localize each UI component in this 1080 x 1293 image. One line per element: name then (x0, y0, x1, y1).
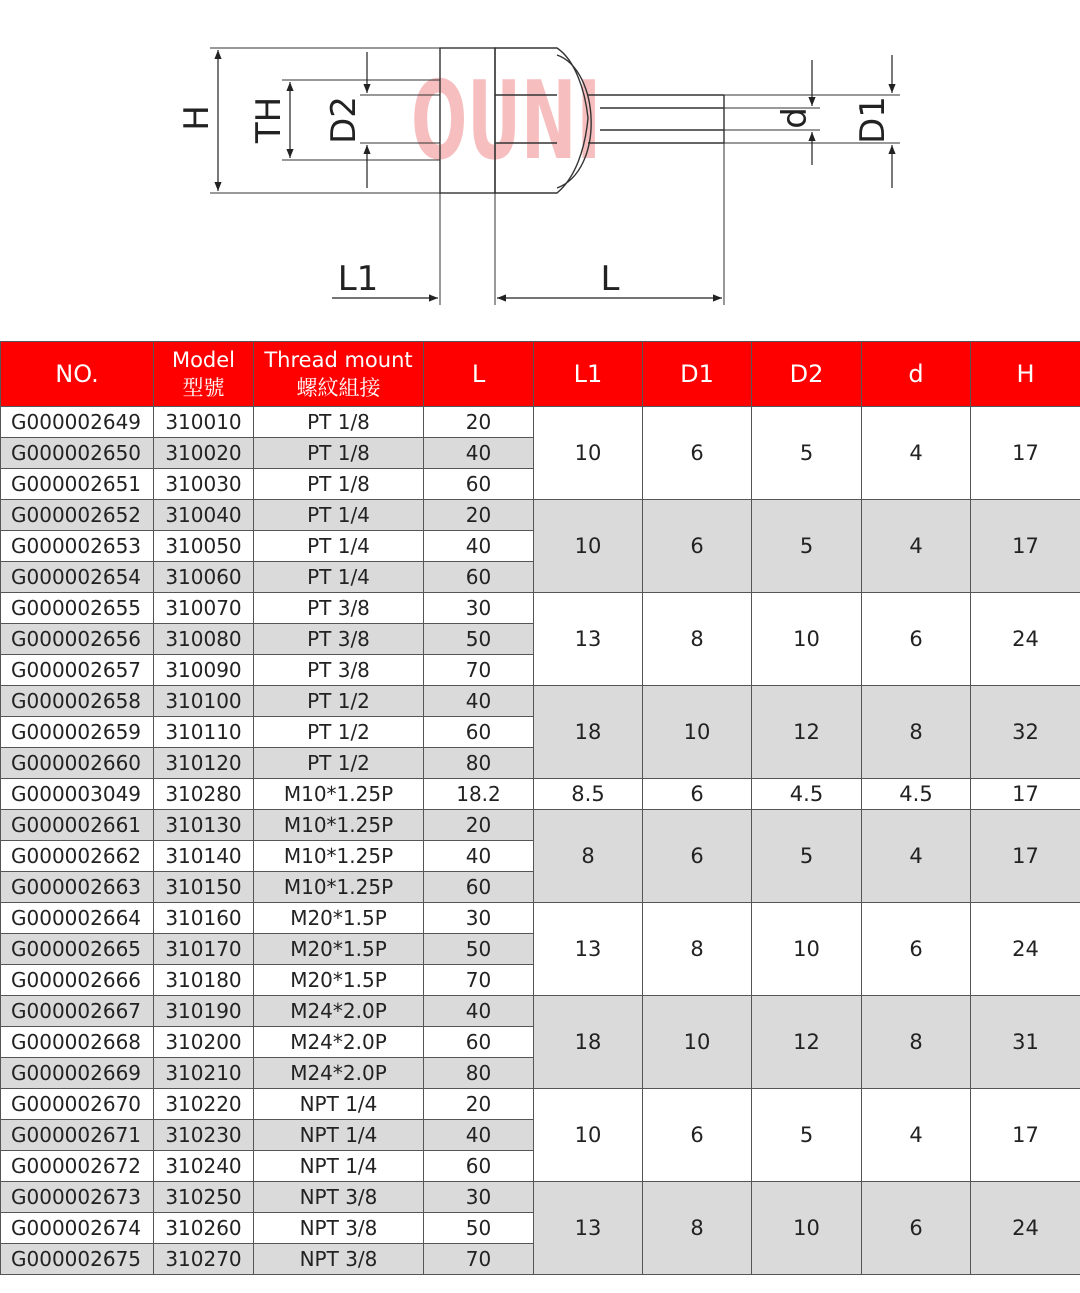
cell-model: 310060 (154, 562, 254, 593)
cell-L: 40 (424, 438, 534, 469)
cell-no: G000002672 (1, 1151, 154, 1182)
table-row (1, 593, 1080, 624)
cell-D1: 6 (643, 1089, 752, 1182)
cell-L: 20 (424, 810, 534, 841)
cell-thread: PT 1/8 (254, 407, 424, 438)
cell-thread: PT 1/2 (254, 686, 424, 717)
cell-H: 24 (971, 593, 1080, 686)
cell-D1: 8 (643, 903, 752, 996)
cell-d: 4 (862, 407, 971, 500)
cell-thread: M10*1.25P (254, 810, 424, 841)
cell-no: G000002673 (1, 1182, 154, 1213)
cell-no: G000002655 (1, 593, 154, 624)
cell-L: 60 (424, 872, 534, 903)
cell-D1: 6 (643, 779, 752, 810)
cell-no: G000002650 (1, 438, 154, 469)
cell-L1: 10 (534, 1089, 643, 1182)
table-row (1, 903, 1080, 934)
cell-L1: 10 (534, 500, 643, 593)
cell-H: 24 (971, 1182, 1080, 1275)
cell-thread: PT 1/4 (254, 562, 424, 593)
cell-model: 310110 (154, 717, 254, 748)
cell-no: G000002660 (1, 748, 154, 779)
cell-no: G000002665 (1, 934, 154, 965)
dim-label-H: H (177, 105, 217, 131)
cell-d: 4 (862, 810, 971, 903)
cell-thread: PT 1/2 (254, 748, 424, 779)
cell-model: 310260 (154, 1213, 254, 1244)
cell-model: 310200 (154, 1027, 254, 1058)
dim-label-TH: TH (249, 96, 289, 144)
cell-thread: M20*1.5P (254, 903, 424, 934)
cell-D1: 8 (643, 1182, 752, 1275)
dim-label-L1: L1 (337, 259, 379, 299)
cell-no: G000002658 (1, 686, 154, 717)
cell-no: G000002674 (1, 1213, 154, 1244)
cell-model: 310050 (154, 531, 254, 562)
cell-L: 70 (424, 965, 534, 996)
cell-thread: NPT 3/8 (254, 1213, 424, 1244)
table-row (1, 810, 1080, 841)
cell-model: 310140 (154, 841, 254, 872)
cell-model: 310090 (154, 655, 254, 686)
cell-d: 4 (862, 1089, 971, 1182)
cell-no: G000002653 (1, 531, 154, 562)
table-row (1, 996, 1080, 1027)
cell-no: G000002671 (1, 1120, 154, 1151)
cell-L: 20 (424, 407, 534, 438)
cell-model: 310070 (154, 593, 254, 624)
cell-thread: M24*2.0P (254, 1058, 424, 1089)
cell-model: 310120 (154, 748, 254, 779)
table-row (1, 1089, 1080, 1120)
cell-D2: 4.5 (752, 779, 862, 810)
cell-thread: NPT 3/8 (254, 1244, 424, 1275)
cell-model: 310020 (154, 438, 254, 469)
cell-L1: 8.5 (534, 779, 643, 810)
cell-no: G000002659 (1, 717, 154, 748)
cell-L1: 18 (534, 686, 643, 779)
dim-label-L: L (600, 259, 620, 299)
cell-L: 40 (424, 996, 534, 1027)
table-row (1, 407, 1080, 438)
cell-no: G000002649 (1, 407, 154, 438)
cell-L1: 10 (534, 407, 643, 500)
cell-d: 6 (862, 1182, 971, 1275)
cell-thread: NPT 3/8 (254, 1182, 424, 1213)
header-L1: L1 (534, 342, 643, 407)
cell-no: G000002656 (1, 624, 154, 655)
cell-no: G000002654 (1, 562, 154, 593)
cell-no: G000002666 (1, 965, 154, 996)
cell-no: G000002661 (1, 810, 154, 841)
cell-D1: 10 (643, 996, 752, 1089)
cell-L: 50 (424, 624, 534, 655)
cell-d: 4.5 (862, 779, 971, 810)
cell-L: 80 (424, 1058, 534, 1089)
cell-d: 8 (862, 996, 971, 1089)
cell-model: 310230 (154, 1120, 254, 1151)
table-header-row (1, 342, 1080, 407)
cell-thread: M10*1.25P (254, 841, 424, 872)
cell-D1: 6 (643, 500, 752, 593)
cell-D2: 5 (752, 1089, 862, 1182)
cell-d: 6 (862, 903, 971, 996)
cell-model: 310170 (154, 934, 254, 965)
cell-no: G000002675 (1, 1244, 154, 1275)
header-L: L (424, 342, 534, 407)
header-model (154, 342, 254, 407)
cell-H: 17 (971, 407, 1080, 500)
technical-drawing (0, 0, 1080, 340)
cell-thread: PT 1/4 (254, 500, 424, 531)
header-H: H (971, 342, 1080, 407)
header-D2: D2 (752, 342, 862, 407)
cell-d: 6 (862, 593, 971, 686)
cell-L1: 13 (534, 1182, 643, 1275)
spec-table (0, 341, 1080, 1275)
cell-thread: PT 3/8 (254, 655, 424, 686)
cell-model: 310280 (154, 779, 254, 810)
cell-model: 310010 (154, 407, 254, 438)
cell-model: 310250 (154, 1182, 254, 1213)
cell-H: 17 (971, 1089, 1080, 1182)
header-thread-zh: 螺紋組接 (296, 376, 381, 400)
cell-D1: 8 (643, 593, 752, 686)
cell-L: 70 (424, 655, 534, 686)
cell-L1: 8 (534, 810, 643, 903)
cell-thread: PT 1/2 (254, 717, 424, 748)
cell-L: 80 (424, 748, 534, 779)
cell-model: 310210 (154, 1058, 254, 1089)
watermark-text: OUNI (411, 59, 601, 184)
cell-thread: M20*1.5P (254, 934, 424, 965)
table-row (1, 500, 1080, 531)
cell-thread: M24*2.0P (254, 996, 424, 1027)
dim-label-D2: D2 (324, 96, 364, 144)
cell-model: 310190 (154, 996, 254, 1027)
cell-model: 310030 (154, 469, 254, 500)
cell-model: 310160 (154, 903, 254, 934)
cell-L: 18.2 (424, 779, 534, 810)
table-row (1, 779, 1080, 810)
cell-model: 310240 (154, 1151, 254, 1182)
header-model-zh: 型號 (182, 376, 225, 400)
cell-D2: 12 (752, 996, 862, 1089)
cell-L: 60 (424, 1027, 534, 1058)
cell-model: 310080 (154, 624, 254, 655)
cell-no: G000002662 (1, 841, 154, 872)
cell-L: 40 (424, 686, 534, 717)
header-thread-en: Thread mount (264, 348, 413, 372)
cell-no: G000002652 (1, 500, 154, 531)
cell-D2: 5 (752, 810, 862, 903)
cell-L: 70 (424, 1244, 534, 1275)
cell-model: 310150 (154, 872, 254, 903)
cell-H: 24 (971, 903, 1080, 996)
cell-L: 40 (424, 1120, 534, 1151)
cell-L1: 13 (534, 903, 643, 996)
cell-model: 310220 (154, 1089, 254, 1120)
cell-H: 17 (971, 810, 1080, 903)
cell-D1: 6 (643, 810, 752, 903)
cell-thread: PT 3/8 (254, 593, 424, 624)
cell-model: 310270 (154, 1244, 254, 1275)
cell-H: 17 (971, 500, 1080, 593)
cell-L: 50 (424, 934, 534, 965)
cell-thread: PT 1/8 (254, 438, 424, 469)
cell-L1: 13 (534, 593, 643, 686)
cell-L: 40 (424, 531, 534, 562)
cell-no: G000003049 (1, 779, 154, 810)
cell-model: 310040 (154, 500, 254, 531)
cell-D2: 10 (752, 1182, 862, 1275)
cell-thread: PT 3/8 (254, 624, 424, 655)
header-D1: D1 (643, 342, 752, 407)
cell-no: G000002668 (1, 1027, 154, 1058)
cell-thread: PT 1/4 (254, 531, 424, 562)
cell-L: 60 (424, 1151, 534, 1182)
cell-L: 30 (424, 1182, 534, 1213)
header-model-en: Model (171, 348, 236, 372)
dim-label-D1: D1 (853, 96, 893, 144)
cell-thread: M20*1.5P (254, 965, 424, 996)
cell-thread: M24*2.0P (254, 1027, 424, 1058)
cell-D2: 10 (752, 903, 862, 996)
dim-label-d: d (775, 107, 815, 129)
cell-no: G000002651 (1, 469, 154, 500)
cell-L: 30 (424, 903, 534, 934)
cell-no: G000002667 (1, 996, 154, 1027)
cell-L: 60 (424, 717, 534, 748)
header-d: d (862, 342, 971, 407)
table-row (1, 686, 1080, 717)
cell-D1: 10 (643, 686, 752, 779)
table-body (1, 407, 1080, 1275)
cell-no: G000002657 (1, 655, 154, 686)
cell-d: 4 (862, 500, 971, 593)
cell-L: 50 (424, 1213, 534, 1244)
cell-L: 30 (424, 593, 534, 624)
cell-L: 40 (424, 841, 534, 872)
cell-no: G000002669 (1, 1058, 154, 1089)
cell-H: 17 (971, 779, 1080, 810)
cell-H: 32 (971, 686, 1080, 779)
cell-model: 310180 (154, 965, 254, 996)
cell-thread: NPT 1/4 (254, 1151, 424, 1182)
cell-no: G000002663 (1, 872, 154, 903)
cell-model: 310100 (154, 686, 254, 717)
cell-thread: NPT 1/4 (254, 1120, 424, 1151)
cell-model: 310130 (154, 810, 254, 841)
cell-no: G000002670 (1, 1089, 154, 1120)
cell-D2: 12 (752, 686, 862, 779)
cell-L: 20 (424, 500, 534, 531)
cell-D1: 6 (643, 407, 752, 500)
cell-thread: M10*1.25P (254, 779, 424, 810)
header-thread (254, 342, 424, 407)
cell-D2: 10 (752, 593, 862, 686)
cell-D2: 5 (752, 500, 862, 593)
cell-D2: 5 (752, 407, 862, 500)
cell-L: 60 (424, 469, 534, 500)
cell-thread: PT 1/8 (254, 469, 424, 500)
table-row (1, 1182, 1080, 1213)
cell-thread: NPT 1/4 (254, 1089, 424, 1120)
cell-H: 31 (971, 996, 1080, 1089)
cell-no: G000002664 (1, 903, 154, 934)
cell-d: 8 (862, 686, 971, 779)
cell-L: 20 (424, 1089, 534, 1120)
cell-L: 60 (424, 562, 534, 593)
header-no: NO. (1, 342, 154, 407)
cell-thread: M10*1.25P (254, 872, 424, 903)
cell-L1: 18 (534, 996, 643, 1089)
